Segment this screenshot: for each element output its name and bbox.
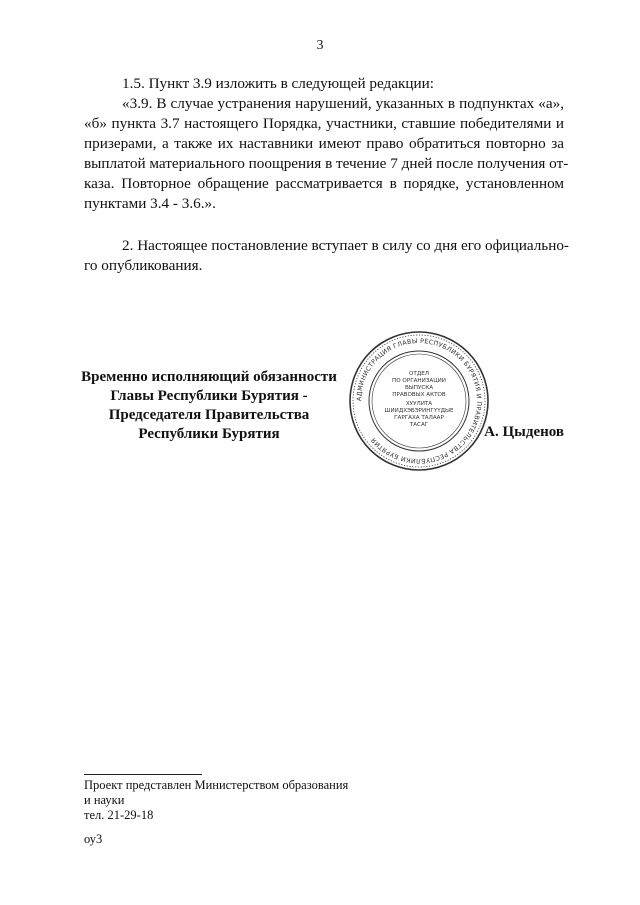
signatory-position [78,368,340,444]
text-line: выплатой материального поощрения в течение 7 дней после получения от- [84,155,569,172]
position-line: Главы Республики Бурятия - [110,388,308,404]
paragraph-amendment-3-9 [84,74,569,214]
position-line: Председателя Правительства [108,407,310,423]
document-code: оу3 [84,832,103,846]
position-line: Временно исполняющий обязанности [81,369,337,385]
seal-center-line: ОТДЕЛ [409,371,429,377]
text-line: 1.5. Пункт 3.9 изложить в следующей редакции: [122,75,435,92]
seal-center-line: ГАРГАХА ТАЛААР [394,415,444,421]
seal-center-line: ПО ОРГАНИЗАЦИИ [392,378,446,384]
text-line: «б» пункта 3.7 настоящего Порядка, участники, ставшие победителями и [84,115,564,132]
text-line: «3.9. В случае устранения нарушений, указанных в подпунктах «а», [122,95,564,112]
seal-center-line: ШИИДХЭБЭРИНГҮҮДЫЕ [384,408,454,414]
text-line: го опубликования. [84,257,203,274]
footnote-line: тел. 21-29-18 [84,808,154,822]
seal-center-line: ПРАВОВЫХ АКТОВ [392,392,446,398]
text-line: каза. Повторное обращение рассматривается в порядке, установленном [84,175,564,192]
footnote-line: и науки [84,793,125,807]
position-line: Республики Бурятия [138,426,280,442]
text-line: призерами, а также их наставники имеют право обратиться повторно за [84,135,564,152]
paragraph-entry-into-force [84,236,569,276]
footnote-line: Проект представлен Министерством образования [84,778,349,792]
page-number: 3 [316,38,324,53]
signer-name: А. Цыденов [484,424,564,440]
text-line: пунктами 3.4 - 3.6.». [84,195,216,212]
official-seal-stamp [348,330,490,472]
seal-center-line: ХУУЛИТА [405,401,433,407]
seal-outer-text: АДМИНИСТРАЦИЯ ГЛАВЫ РЕСПУБЛИКИ БУРЯТИЯ И ПРАВИТЕЛЬСТВА РЕСПУБЛИКИ БУРЯТИЯ [355,337,483,465]
text-line: 2. Настоящее постановление вступает в силу со дня его официально- [122,237,569,254]
footnote [84,778,348,823]
seal-center-line: ВЫПУСКА [404,385,434,391]
footnote-divider [84,774,202,775]
seal-center-line: ТАСАГ [409,422,429,428]
